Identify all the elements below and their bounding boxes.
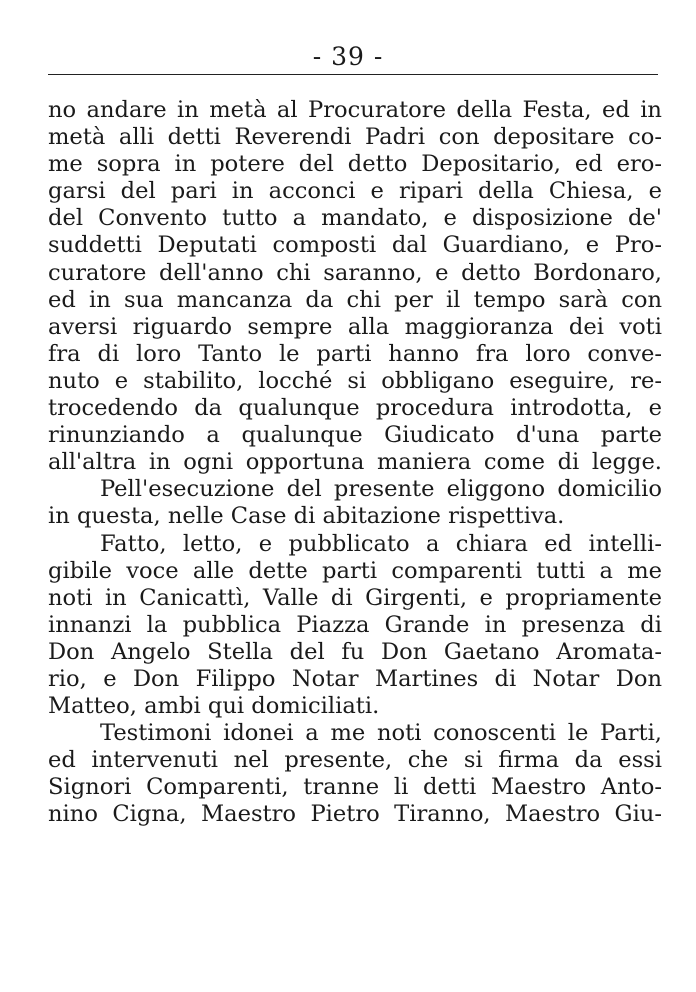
paragraph xyxy=(48,720,662,828)
text-line: gibile voce alle dette parti comparenti tutti a me xyxy=(48,557,662,584)
text-line: del Convento tutto a mandato, e disposizione de' xyxy=(48,205,662,232)
text-line: ed in sua mancanza da chi per il tempo sarà con xyxy=(48,286,662,313)
text-line: nino Cigna, Maestro Pietro Tiranno, Maestro Giu- xyxy=(48,801,662,828)
text-line: metà alli detti Reverendi Padri con depositare co- xyxy=(48,124,662,151)
paragraph xyxy=(48,476,662,530)
paragraph xyxy=(48,97,662,476)
text-line: Signori Comparenti, tranne li detti Maestro Anto- xyxy=(48,774,662,801)
page-number: - 39 - xyxy=(312,42,384,71)
text-line: ed intervenuti nel presente, che si firma da essi xyxy=(48,747,662,774)
text-line: no andare in metà al Procuratore della Festa, ed in xyxy=(48,97,662,123)
text-line: curatore dell'anno chi saranno, e detto Bordonaro, xyxy=(48,259,662,286)
text-line: Testimoni idonei a me noti conoscenti le Parti, xyxy=(100,720,662,747)
text-line: aversi riguardo sempre alla maggioranza dei voti xyxy=(48,313,662,340)
text-line: noti in Canicattì, Valle di Girgenti, e propriamente xyxy=(48,584,662,611)
text-line: Fatto, letto, e pubblicato a chiara ed intelli- xyxy=(100,530,662,557)
text-line: innanzi la pubblica Piazza Grande in presenza di xyxy=(48,611,662,638)
text-line: rio, e Don Filippo Notar Martines di Notar Don xyxy=(48,665,662,692)
body-text xyxy=(48,97,662,829)
text-line: Matteo, ambi qui domiciliati. xyxy=(48,693,380,720)
text-line: fra di loro Tanto le parti hanno fra loro conve- xyxy=(48,340,662,367)
text-line: Pell'esecuzione del presente eliggono domicilio xyxy=(100,476,662,503)
text-line: suddetti Deputati composti dal Guardiano, e Pro- xyxy=(48,232,662,259)
text-line: me sopra in potere del detto Depositario, ed ero- xyxy=(48,151,662,178)
header-rule xyxy=(48,74,658,75)
text-line: rinunziando a qualunque Giudicato d'una parte xyxy=(48,422,662,449)
text-line: nuto e stabilito, locché si obbligano eseguire, re- xyxy=(48,367,662,394)
text-line: garsi del pari in acconci e ripari della Chiesa, e xyxy=(48,178,662,205)
text-line: all'altra in ogni opportuna maniera come di legge. xyxy=(48,449,662,476)
paragraph xyxy=(48,531,662,721)
text-line: Don Angelo Stella del fu Don Gaetano Aromata- xyxy=(48,638,662,665)
text-line: in questa, nelle Case di abitazione rispettiva. xyxy=(48,503,565,530)
text-line: trocedendo da qualunque procedura introdotta, e xyxy=(48,395,662,422)
